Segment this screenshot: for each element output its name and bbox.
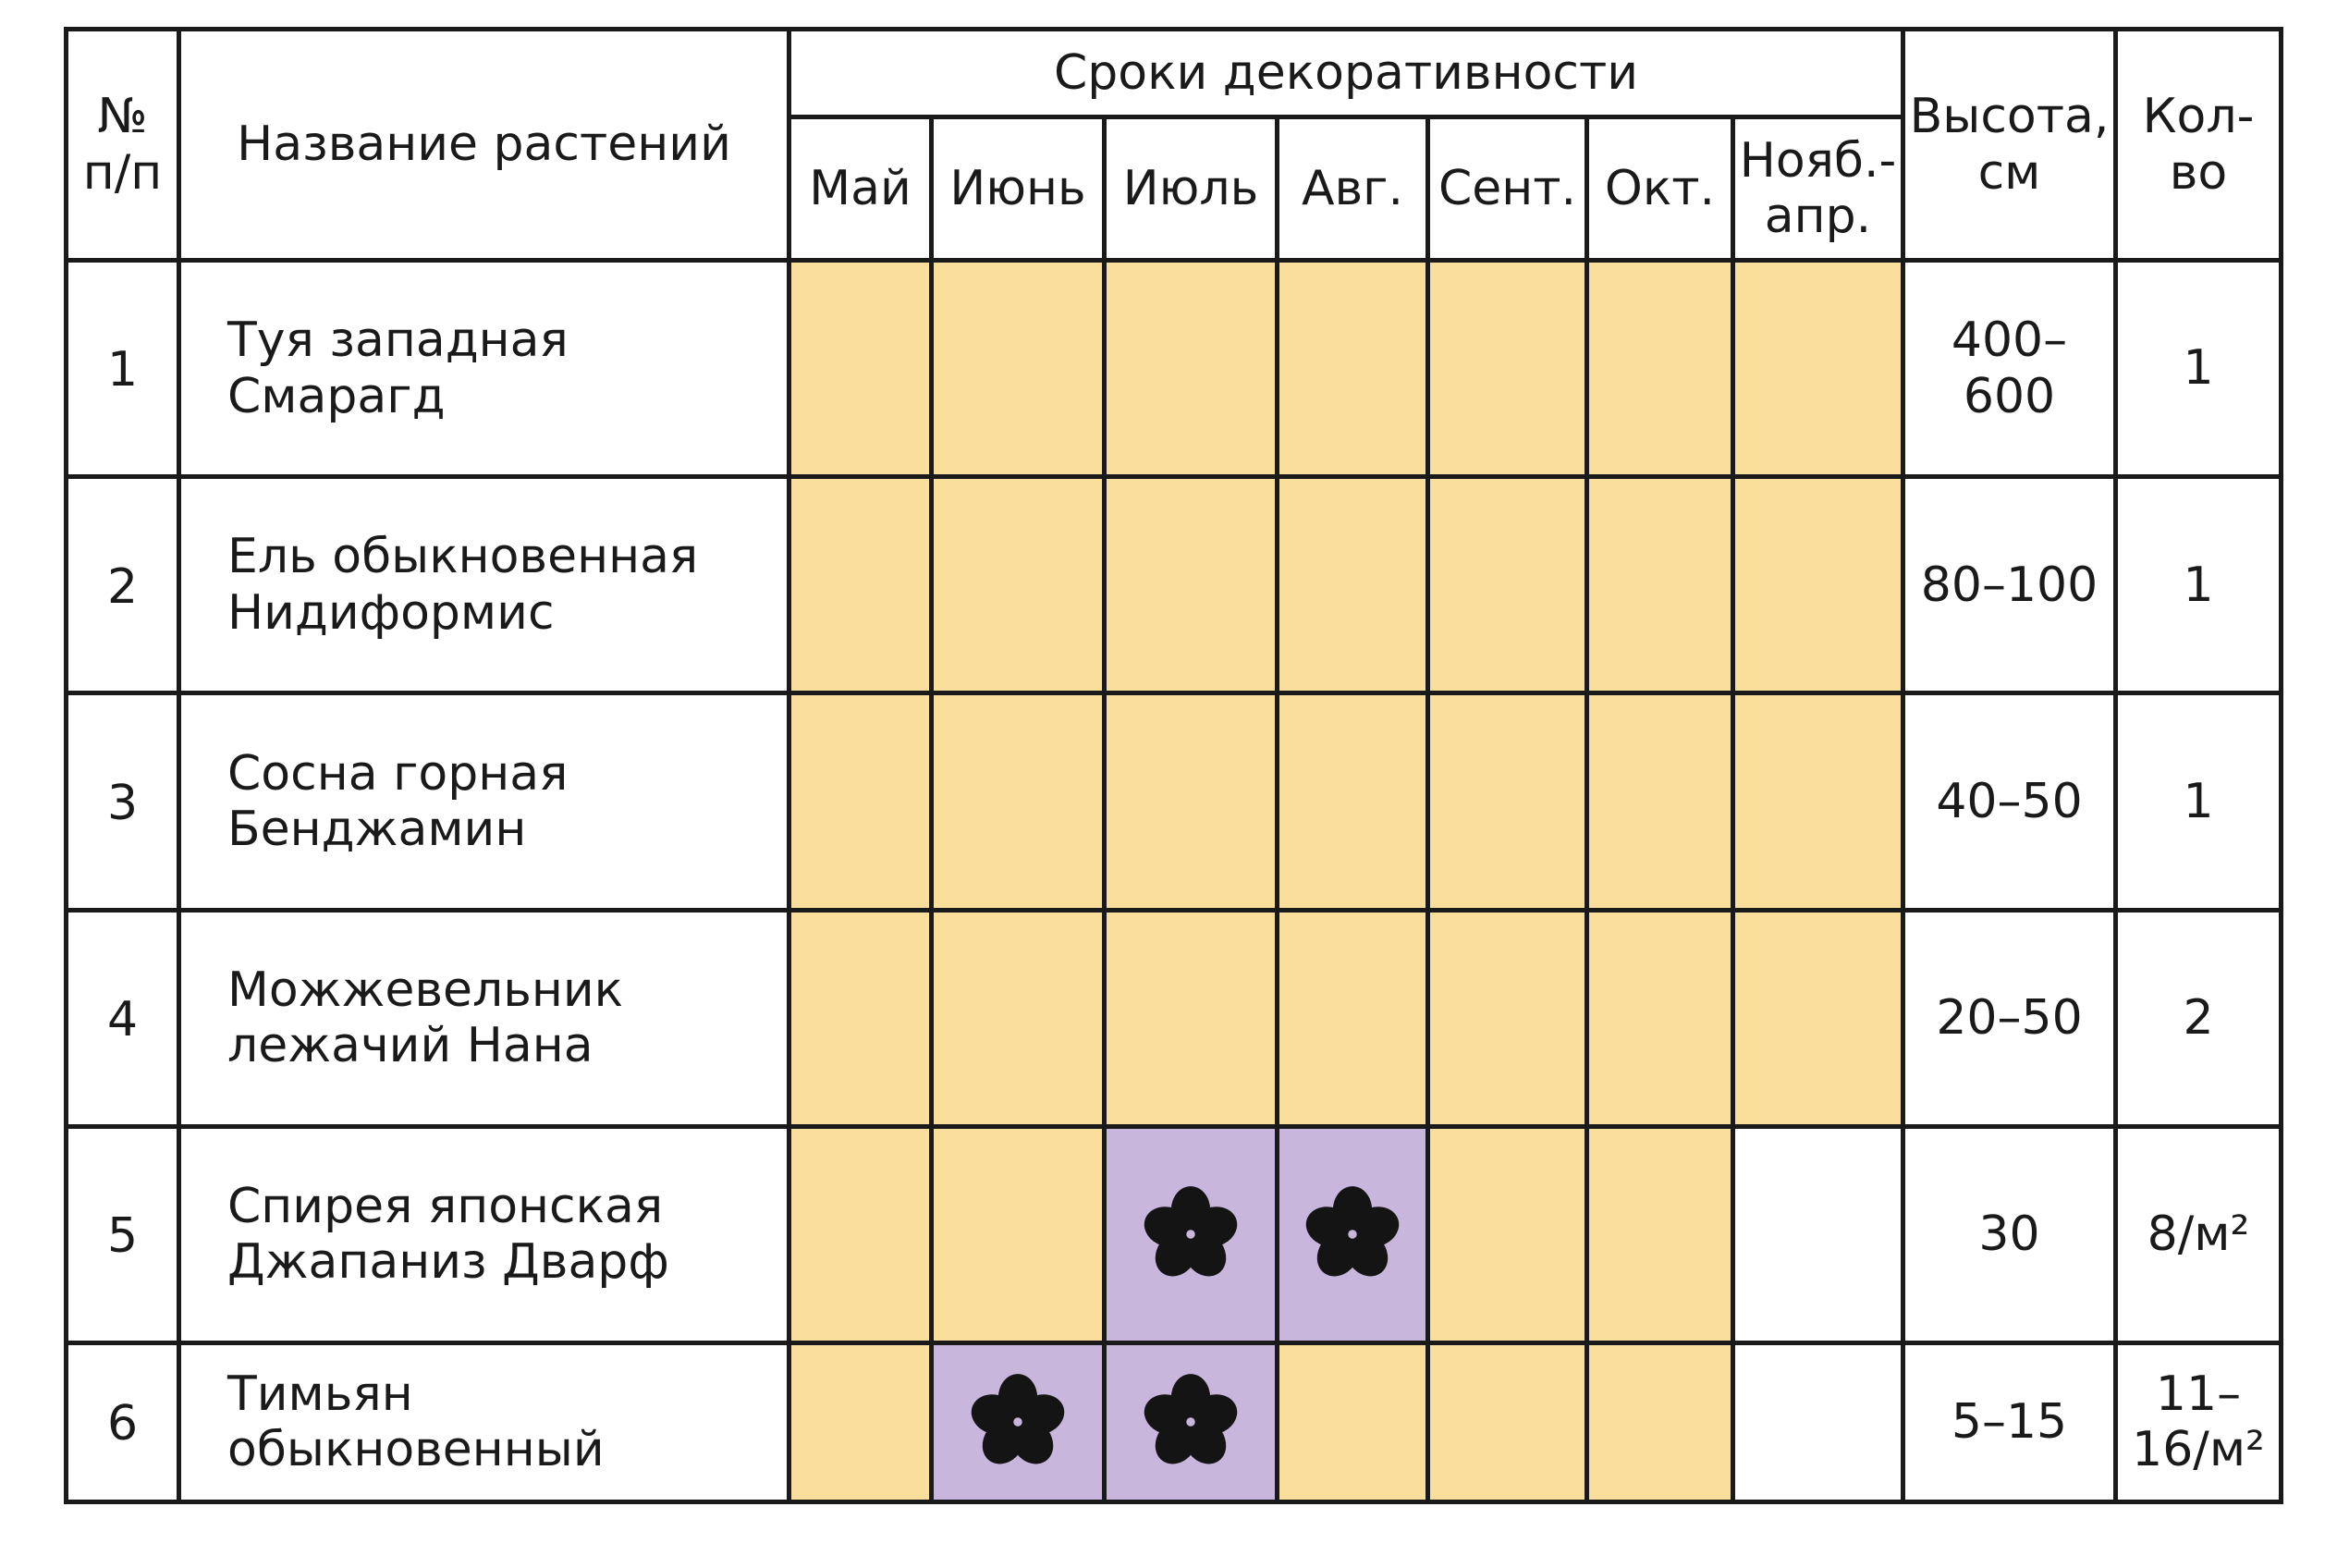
cell-text-line: 5–15: [1951, 1394, 2068, 1451]
plant-name: [179, 1126, 789, 1342]
period-cell-decorative: [1105, 910, 1278, 1126]
month-header: Сент.: [1428, 117, 1587, 261]
plant-height: [1903, 261, 2116, 477]
cell-text-line: Тимьян обыкновенный: [227, 1366, 605, 1478]
table-header: [67, 30, 2282, 261]
period-cell-decorative: [1105, 693, 1278, 910]
cell-text-line: лежачий Нана: [227, 1018, 593, 1074]
period-cell-empty: [1733, 1126, 1903, 1342]
period-cell-flowering: [1105, 1126, 1278, 1342]
row-number: 5: [67, 1126, 179, 1342]
period-cell-decorative: [1733, 693, 1903, 910]
header-line: п/п: [82, 144, 163, 201]
plant-height: [1903, 910, 2116, 1126]
number-column-header: [67, 30, 179, 261]
cell-text-line: Туя западная Смарагд: [227, 312, 569, 424]
name-column-header: [179, 30, 789, 261]
flower-icon: [1298, 1180, 1407, 1289]
plant-quantity: [2116, 693, 2282, 910]
cell-text-line: 80–100: [1920, 557, 2098, 613]
period-cell-decorative: [1587, 1126, 1733, 1342]
flower-icon: [1136, 1367, 1245, 1476]
period-cell-decorative: [789, 1126, 932, 1342]
period-cell-decorative: [1587, 910, 1733, 1126]
period-cell-decorative: [789, 1342, 932, 1501]
period-cell-decorative: [1733, 261, 1903, 477]
plant-name: [179, 261, 789, 477]
period-cell-decorative: [1428, 1342, 1587, 1501]
period-cell-flowering: [932, 1342, 1105, 1501]
period-cell-empty: [1733, 1342, 1903, 1501]
month-header: [1733, 117, 1903, 261]
header-row-top: [67, 30, 2282, 117]
cell-text-line: 30: [1978, 1207, 2040, 1263]
cell-text-line: 11–: [2155, 1366, 2242, 1423]
cell-text-line: Бенджамин: [227, 801, 527, 857]
cell-text-line: 1: [2183, 340, 2214, 397]
table-row: [67, 261, 2282, 477]
period-cell-decorative: [1733, 910, 1903, 1126]
period-cell-decorative: [789, 261, 932, 477]
period-cell-decorative: [789, 693, 932, 910]
period-cell-decorative: [932, 477, 1105, 693]
table-row: [67, 1126, 2282, 1342]
plant-name: [179, 1342, 789, 1501]
row-number: 4: [67, 910, 179, 1126]
plant-name: [179, 910, 789, 1126]
period-cell-decorative: [1428, 693, 1587, 910]
period-cell-decorative: [1278, 693, 1428, 910]
cell-text-line: Джапаниз Дварф: [227, 1234, 669, 1291]
plant-height: [1903, 477, 2116, 693]
period-cell-decorative: [1105, 477, 1278, 693]
cell-text-line: 40–50: [1936, 773, 2083, 829]
plant-quantity: [2116, 261, 2282, 477]
period-cell-decorative: [1428, 910, 1587, 1126]
plant-quantity: [2116, 1342, 2282, 1501]
period-cell-decorative: [932, 1126, 1105, 1342]
plant-height: [1903, 1342, 2116, 1501]
cell-text-line: Нидиформис: [227, 584, 555, 641]
plant-decorativeness-table: [64, 27, 2283, 1504]
month-header: Июнь: [932, 117, 1105, 261]
cell-text-line: 2: [2183, 989, 2214, 1046]
cell-text-line: Можжевельник: [227, 962, 624, 1018]
plant-quantity: [2116, 910, 2282, 1126]
table-body: [67, 261, 2282, 1502]
cell-text-line: Ель обыкновенная: [227, 529, 699, 585]
header-line: Название растений: [237, 116, 731, 173]
header-line: Кол-: [2142, 89, 2255, 145]
cell-text-line: 1: [2183, 557, 2214, 613]
period-cell-decorative: [932, 261, 1105, 477]
cell-text-line: 20–50: [1936, 989, 2083, 1046]
plant-name: [179, 477, 789, 693]
month-header: Окт.: [1587, 117, 1733, 261]
cell-text-line: 16/м²: [2132, 1422, 2265, 1478]
cell-text-line: Нояб.-: [1739, 132, 1897, 189]
period-cell-decorative: [1278, 910, 1428, 1126]
period-cell-decorative: [1587, 693, 1733, 910]
period-cell-decorative: [789, 477, 932, 693]
period-cell-decorative: [1733, 477, 1903, 693]
period-cell-decorative: [1587, 477, 1733, 693]
period-cell-decorative: [1587, 1342, 1733, 1501]
header-line: см: [1977, 144, 2041, 201]
period-cell-decorative: [1105, 261, 1278, 477]
month-header: Июль: [1105, 117, 1278, 261]
plant-quantity: [2116, 477, 2282, 693]
row-number: 2: [67, 477, 179, 693]
period-cell-decorative: [932, 693, 1105, 910]
table-row: [67, 477, 2282, 693]
cell-text-line: 600: [1963, 368, 2056, 424]
flower-icon: [963, 1367, 1072, 1476]
period-cell-decorative: [932, 910, 1105, 1126]
period-cell-decorative: [1428, 477, 1587, 693]
period-cell-decorative: [789, 910, 932, 1126]
row-number: 1: [67, 261, 179, 477]
cell-text-line: 400–: [1951, 312, 2068, 369]
flower-icon: [1136, 1180, 1245, 1289]
month-header: Май: [789, 117, 932, 261]
cell-text-line: 8/м²: [2147, 1207, 2250, 1263]
cell-text-line: Сосна горная: [227, 745, 569, 802]
period-cell-decorative: [1278, 477, 1428, 693]
period-cell-decorative: [1428, 261, 1587, 477]
period-cell-decorative: [1278, 261, 1428, 477]
header-line: Высота,: [1909, 89, 2110, 145]
cell-text-line: Спирея японская: [227, 1178, 664, 1234]
period-cell-flowering: [1105, 1342, 1278, 1501]
row-number: 6: [67, 1342, 179, 1501]
table-row: [67, 693, 2282, 910]
cell-text-line: апр.: [1764, 189, 1872, 244]
row-number: 3: [67, 693, 179, 910]
table-row: [67, 910, 2282, 1126]
height-column-header: [1903, 30, 2116, 261]
month-header: Авг.: [1278, 117, 1428, 261]
plant-name: [179, 693, 789, 910]
period-cell-decorative: [1428, 1126, 1587, 1342]
cell-text-line: 1: [2183, 773, 2214, 829]
plant-height: [1903, 1126, 2116, 1342]
table-row: [67, 1342, 2282, 1501]
plant-quantity: [2116, 1126, 2282, 1342]
header-line: №: [97, 89, 148, 145]
header-line: во: [2169, 144, 2228, 201]
header-line: Сроки декоративности: [1053, 44, 1639, 101]
decorative-period-header: [789, 30, 1903, 117]
period-cell-flowering: [1278, 1126, 1428, 1342]
period-cell-decorative: [1587, 261, 1733, 477]
plant-height: [1903, 693, 2116, 910]
period-cell-decorative: [1278, 1342, 1428, 1501]
quantity-column-header: [2116, 30, 2282, 261]
